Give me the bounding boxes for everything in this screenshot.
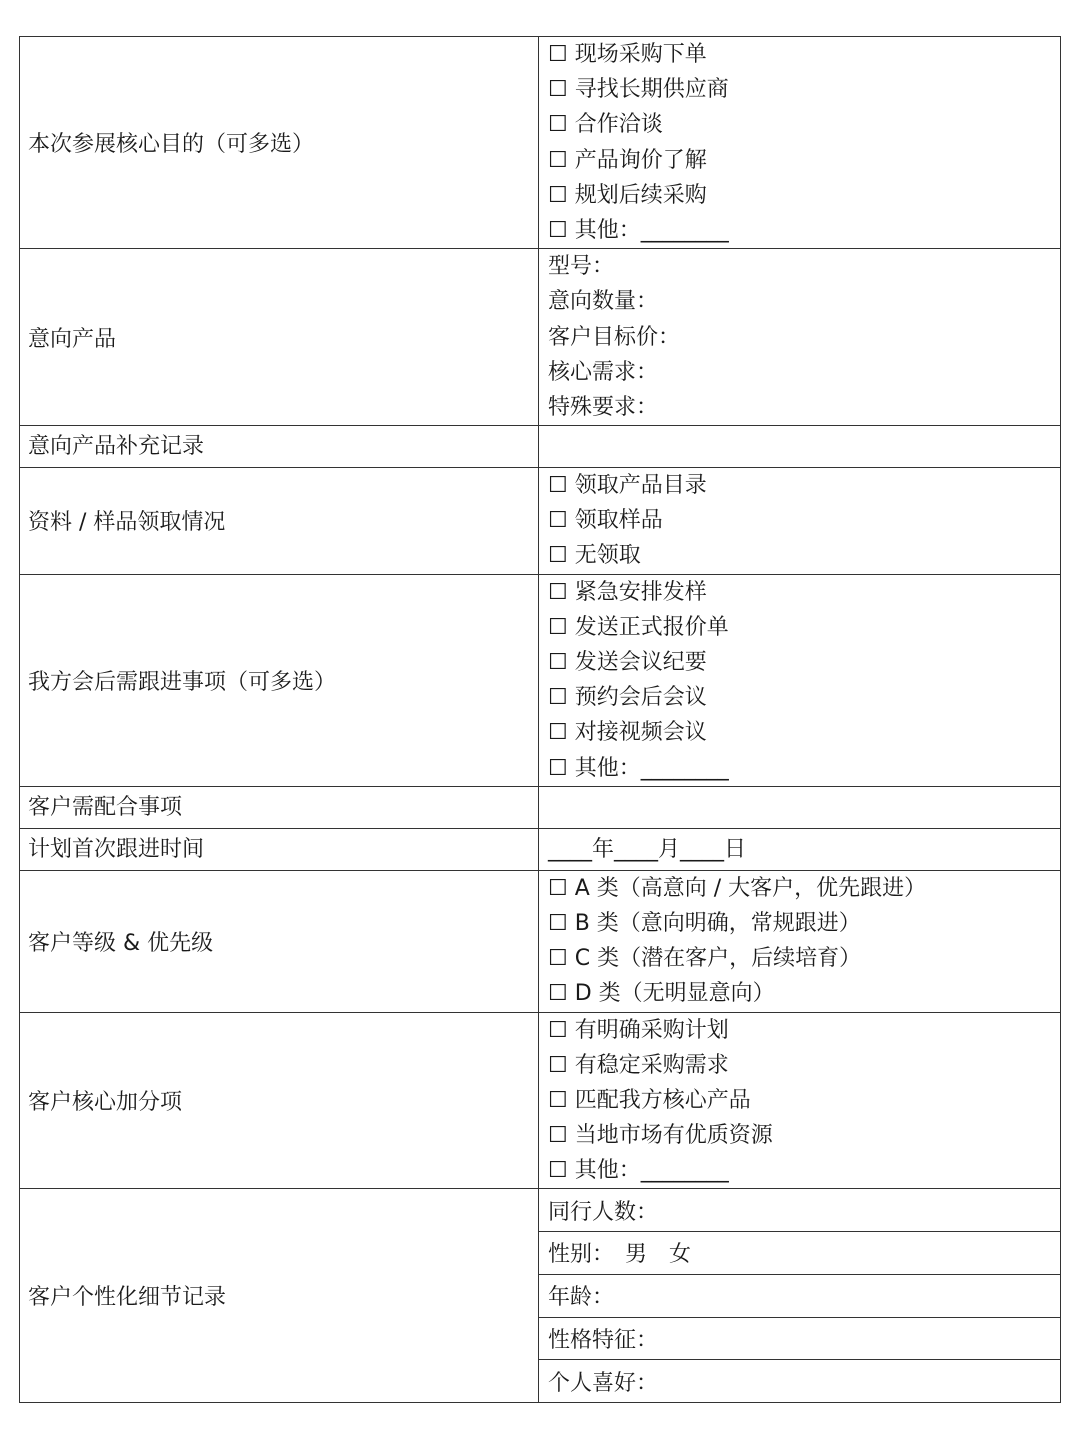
checkbox-option[interactable]: ☐ 有稳定采购需求 bbox=[548, 1052, 729, 1078]
row-label: 资料 / 样品领取情况 bbox=[20, 468, 539, 575]
field-group bbox=[539, 249, 1061, 426]
checkbox-option[interactable]: ☐ 现场采购下单 bbox=[548, 42, 707, 67]
checkbox-group bbox=[539, 1012, 1061, 1189]
table-row bbox=[20, 1012, 1061, 1189]
field-label[interactable]: 特殊要求： bbox=[548, 394, 659, 420]
table-row bbox=[20, 249, 1061, 426]
detail-field-group bbox=[539, 1189, 1061, 1402]
checkbox-option[interactable]: ☐ 领取样品 bbox=[548, 508, 663, 534]
table-row bbox=[20, 828, 1061, 870]
checkbox-option[interactable]: ☐ 匹配我方核心产品 bbox=[548, 1087, 751, 1113]
row-label: 客户需配合事项 bbox=[20, 786, 539, 828]
text-field[interactable] bbox=[539, 786, 1061, 828]
checkbox-option[interactable]: ☐ 其他：________ bbox=[548, 217, 729, 243]
row-label: 我方会后需跟进事项（可多选） bbox=[20, 574, 539, 786]
checkbox-option[interactable]: ☐ 无领取 bbox=[548, 543, 641, 569]
detail-field[interactable]: 性别： 男 女 bbox=[539, 1232, 1060, 1275]
checkbox-option[interactable]: ☐ 发送正式报价单 bbox=[548, 614, 729, 640]
checkbox-option[interactable]: ☐ D 类（无明显意向） bbox=[548, 981, 775, 1007]
field-label[interactable]: 核心需求： bbox=[548, 359, 659, 385]
checkbox-option[interactable]: ☐ B 类（意向明确，常规跟进） bbox=[548, 910, 861, 936]
detail-field[interactable]: 同行人数： bbox=[548, 1199, 659, 1225]
table-row bbox=[20, 468, 1061, 575]
table-row bbox=[20, 426, 1061, 468]
checkbox-option[interactable]: ☐ 合作洽谈 bbox=[548, 112, 663, 138]
checkbox-option[interactable]: ☐ 产品询价了解 bbox=[548, 147, 707, 173]
field-label[interactable]: 型号： bbox=[548, 254, 615, 280]
field-label[interactable]: 客户目标价： bbox=[548, 324, 681, 350]
detail-field[interactable]: 个人喜好： bbox=[539, 1360, 1060, 1402]
text-field[interactable] bbox=[539, 426, 1061, 468]
checkbox-option[interactable]: ☐ 其他：________ bbox=[548, 1158, 729, 1184]
table-row bbox=[20, 786, 1061, 828]
customer-record-form bbox=[19, 36, 1061, 1403]
detail-subtable bbox=[539, 1189, 1060, 1401]
checkbox-group bbox=[539, 37, 1061, 249]
checkbox-option[interactable]: ☐ 对接视频会议 bbox=[548, 720, 707, 746]
checkbox-option[interactable]: ☐ A 类（高意向 / 大客户，优先跟进） bbox=[548, 875, 927, 901]
checkbox-option[interactable]: ☐ 规划后续采购 bbox=[548, 182, 707, 208]
detail-field[interactable]: 性格特征： bbox=[539, 1317, 1060, 1360]
table-row bbox=[20, 1189, 1061, 1402]
row-label: 计划首次跟进时间 bbox=[20, 828, 539, 870]
checkbox-group bbox=[539, 468, 1061, 575]
checkbox-option[interactable]: ☐ 当地市场有优质资源 bbox=[548, 1123, 773, 1149]
checkbox-option[interactable]: ☐ C 类（潜在客户，后续培育） bbox=[548, 946, 862, 972]
detail-field[interactable]: 年龄： bbox=[539, 1274, 1060, 1317]
row-label: 意向产品补充记录 bbox=[20, 426, 539, 468]
row-label: 客户等级 & 优先级 bbox=[20, 870, 539, 1012]
field-label[interactable]: 意向数量： bbox=[548, 289, 659, 315]
checkbox-group bbox=[539, 870, 1061, 1012]
table-row bbox=[20, 870, 1061, 1012]
checkbox-option[interactable]: ☐ 预约会后会议 bbox=[548, 685, 707, 711]
row-label: 客户个性化细节记录 bbox=[20, 1189, 539, 1402]
checkbox-option[interactable]: ☐ 其他：________ bbox=[548, 755, 729, 781]
table-row bbox=[20, 37, 1061, 249]
checkbox-group bbox=[539, 574, 1061, 786]
checkbox-option[interactable]: ☐ 寻找长期供应商 bbox=[548, 77, 729, 103]
table-row bbox=[20, 574, 1061, 786]
row-label: 客户核心加分项 bbox=[20, 1012, 539, 1189]
date-field[interactable]: ____年____月____日 bbox=[539, 828, 1061, 870]
row-label: 意向产品 bbox=[20, 249, 539, 426]
checkbox-option[interactable]: ☐ 紧急安排发样 bbox=[548, 579, 707, 605]
checkbox-option[interactable]: ☐ 有明确采购计划 bbox=[548, 1017, 729, 1043]
checkbox-option[interactable]: ☐ 发送会议纪要 bbox=[548, 650, 707, 675]
row-label: 本次参展核心目的（可多选） bbox=[20, 37, 539, 249]
checkbox-option[interactable]: ☐ 领取产品目录 bbox=[548, 473, 707, 499]
